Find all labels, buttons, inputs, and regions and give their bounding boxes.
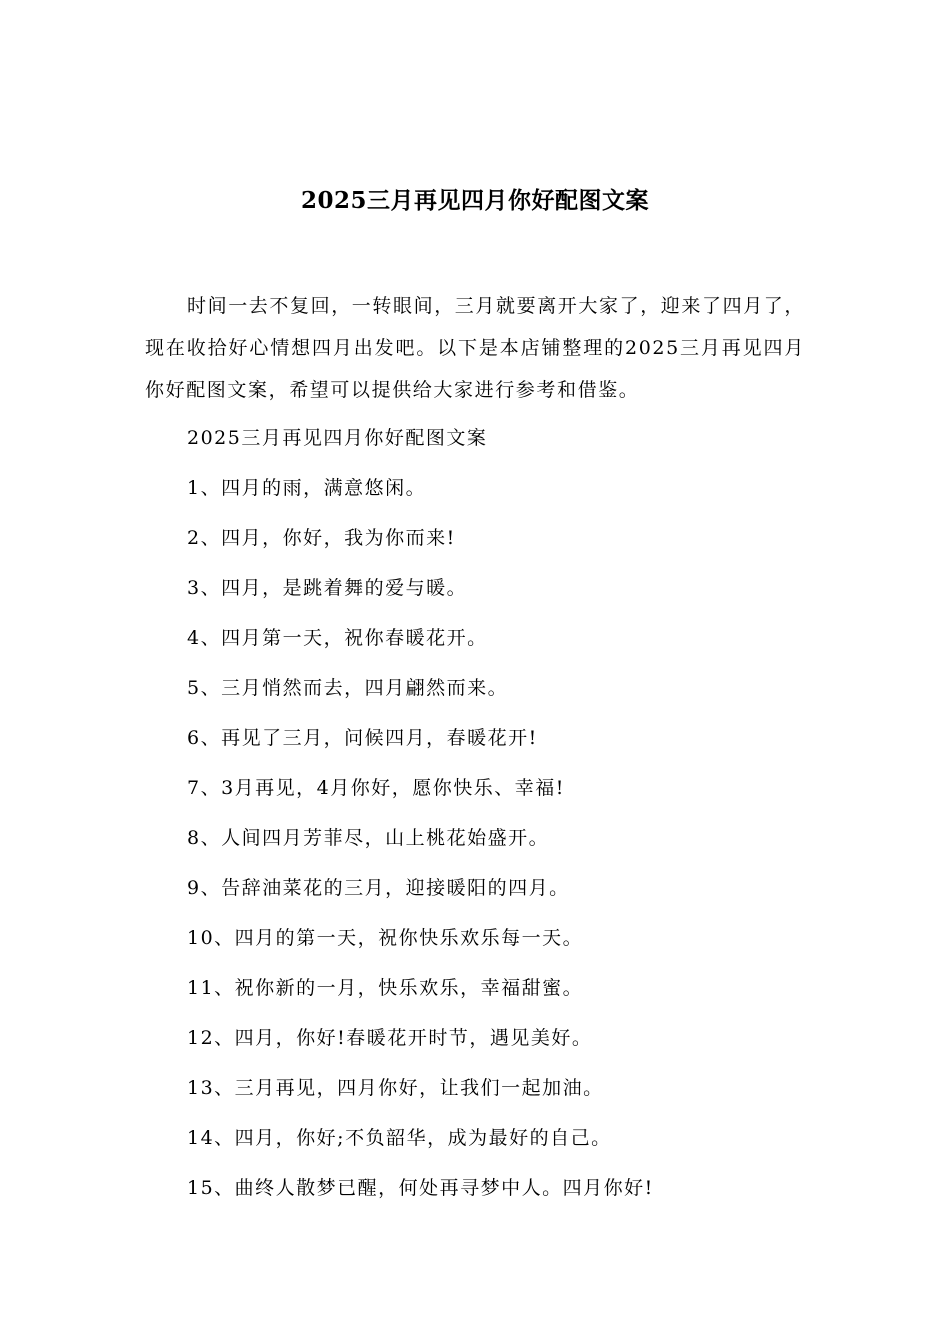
list-item: 15、曲终人散梦已醒，何处再寻梦中人。四月你好! xyxy=(187,1177,654,1199)
document-title: 2025三月再见四月你好配图文案 xyxy=(300,187,649,214)
list-item: 6、再见了三月，问候四月，春暖花开! xyxy=(187,727,538,749)
list-item: 7、3月再见，4月你好，愿你快乐、幸福! xyxy=(187,777,565,799)
list-item: 9、告辞油菜花的三月，迎接暖阳的四月。 xyxy=(187,877,570,899)
intro-paragraph: 时间一去不复回，一转眼间，三月就要离开大家了，迎来了四月了，现在收拾好心情想四月出发吧。以下是本店铺整理的2025三月再见四月你好配图文案，希望可以提供给大家进行参考和借鉴。 xyxy=(145,295,806,401)
list-item: 3、四月，是跳着舞的爱与暖。 xyxy=(187,577,468,599)
list-item: 13、三月再见，四月你好，让我们一起加油。 xyxy=(187,1077,604,1099)
list-item: 8、人间四月芳菲尽，山上桃花始盛开。 xyxy=(187,827,550,849)
section-subheading: 2025三月再见四月你好配图文案 xyxy=(187,427,488,449)
list-item: 11、祝你新的一月，快乐欢乐，幸福甜蜜。 xyxy=(187,977,584,999)
list-item: 10、四月的第一天，祝你快乐欢乐每一天。 xyxy=(187,927,584,949)
list-item: 1、四月的雨，满意悠闲。 xyxy=(187,477,427,499)
list-item: 14、四月，你好;不负韶华，成为最好的自己。 xyxy=(187,1127,612,1149)
list-item: 5、三月悄然而去，四月翩然而来。 xyxy=(187,677,509,699)
list-item: 12、四月，你好!春暖花开时节，遇见美好。 xyxy=(187,1027,593,1049)
list-item: 4、四月第一天，祝你春暖花开。 xyxy=(187,627,488,649)
document-body xyxy=(145,285,805,1213)
list-item: 2、四月，你好，我为你而来! xyxy=(187,527,456,549)
